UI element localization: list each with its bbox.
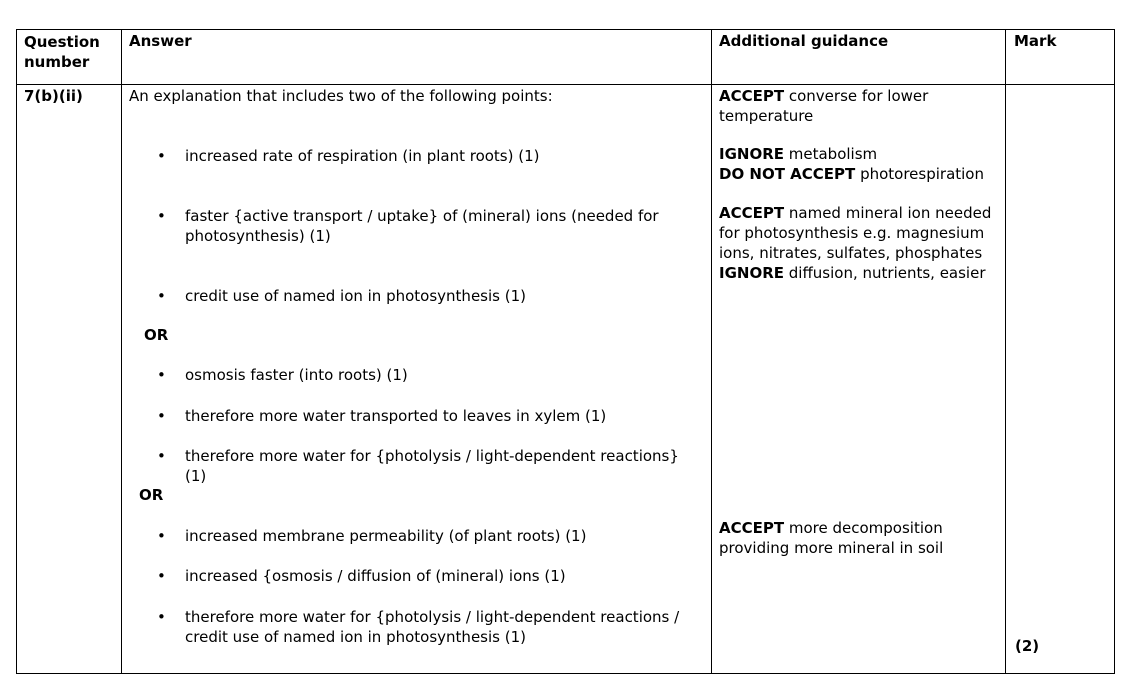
answer-point: increased {osmosis / diffusion of (mineral) ions (1) [185, 567, 566, 585]
header-bottom-border [16, 84, 1115, 85]
header-question-line2: number [24, 53, 90, 71]
header-mark: Mark [1014, 32, 1057, 50]
bullet-icon: • [157, 207, 166, 225]
header-answer: Answer [129, 32, 192, 50]
guidance-text: metabolism [784, 145, 878, 163]
bullet-icon: • [157, 447, 166, 465]
bullet-icon: • [157, 366, 166, 384]
answer-point [185, 446, 679, 486]
answer-intro: An explanation that includes two of the following points: [129, 87, 553, 105]
column-divider-answer [121, 29, 122, 674]
guidance-keyword: ACCEPT [719, 519, 785, 537]
bullet-icon: • [157, 147, 166, 165]
guidance-text: temperature [719, 107, 814, 125]
table-bottom-border [16, 673, 1115, 674]
guidance-text: for photosynthesis e.g. magnesium [719, 224, 985, 242]
answer-point: osmosis faster (into roots) (1) [185, 366, 408, 384]
column-divider-mark [1005, 29, 1006, 674]
header-question-number [24, 32, 100, 72]
column-divider-guidance [711, 29, 712, 674]
bullet-icon: • [157, 527, 166, 545]
table-top-border [16, 29, 1115, 30]
or-separator: OR [144, 326, 169, 344]
answer-point-line1: therefore more water for {photolysis / light-dependent reactions} [185, 447, 679, 465]
guidance-text: ions, nitrates, sulfates, phosphates [719, 244, 983, 262]
guidance-keyword: ACCEPT [719, 87, 785, 105]
answer-point [185, 607, 679, 647]
answer-point-line2: (1) [185, 467, 207, 485]
header-additional-guidance: Additional guidance [719, 32, 889, 50]
question-number: 7(b)(ii) [24, 87, 83, 105]
answer-point: credit use of named ion in photosynthesis (1) [185, 287, 526, 305]
answer-point: increased rate of respiration (in plant roots) (1) [185, 147, 540, 165]
guidance-text: named mineral ion needed [784, 204, 992, 222]
answer-point-line2: photosynthesis) (1) [185, 227, 331, 245]
table-left-border [16, 29, 17, 674]
answer-point: therefore more water transported to leaves in xylem (1) [185, 407, 607, 425]
bullet-icon: • [157, 407, 166, 425]
answer-point-line2: credit use of named ion in photosynthesis (1) [185, 628, 526, 646]
guidance-block-3 [719, 203, 991, 283]
mark-value: (2) [1015, 637, 1040, 655]
answer-point-line1: faster {active transport / uptake} of (mineral) ions (needed for [185, 207, 659, 225]
answer-point-line1: therefore more water for {photolysis / light-dependent reactions / [185, 608, 680, 626]
bullet-icon: • [157, 608, 166, 626]
guidance-block-1 [719, 86, 928, 126]
answer-point [185, 206, 659, 246]
guidance-keyword: ACCEPT [719, 204, 785, 222]
header-question-line1: Question [24, 33, 100, 51]
bullet-icon: • [157, 567, 166, 585]
guidance-block-2 [719, 144, 984, 184]
guidance-text: converse for lower [784, 87, 929, 105]
bullet-icon: • [157, 287, 166, 305]
guidance-keyword: IGNORE [719, 145, 784, 163]
guidance-text: more decomposition [784, 519, 943, 537]
guidance-text: photorespiration [855, 165, 984, 183]
table-right-border [1114, 29, 1115, 674]
or-separator: OR [139, 486, 164, 504]
guidance-keyword: IGNORE [719, 264, 784, 282]
answer-point: increased membrane permeability (of plant roots) (1) [185, 527, 587, 545]
guidance-text: providing more mineral in soil [719, 539, 944, 557]
guidance-keyword: DO NOT ACCEPT [719, 165, 856, 183]
guidance-block-4 [719, 518, 943, 558]
guidance-text: diffusion, nutrients, easier [784, 264, 986, 282]
